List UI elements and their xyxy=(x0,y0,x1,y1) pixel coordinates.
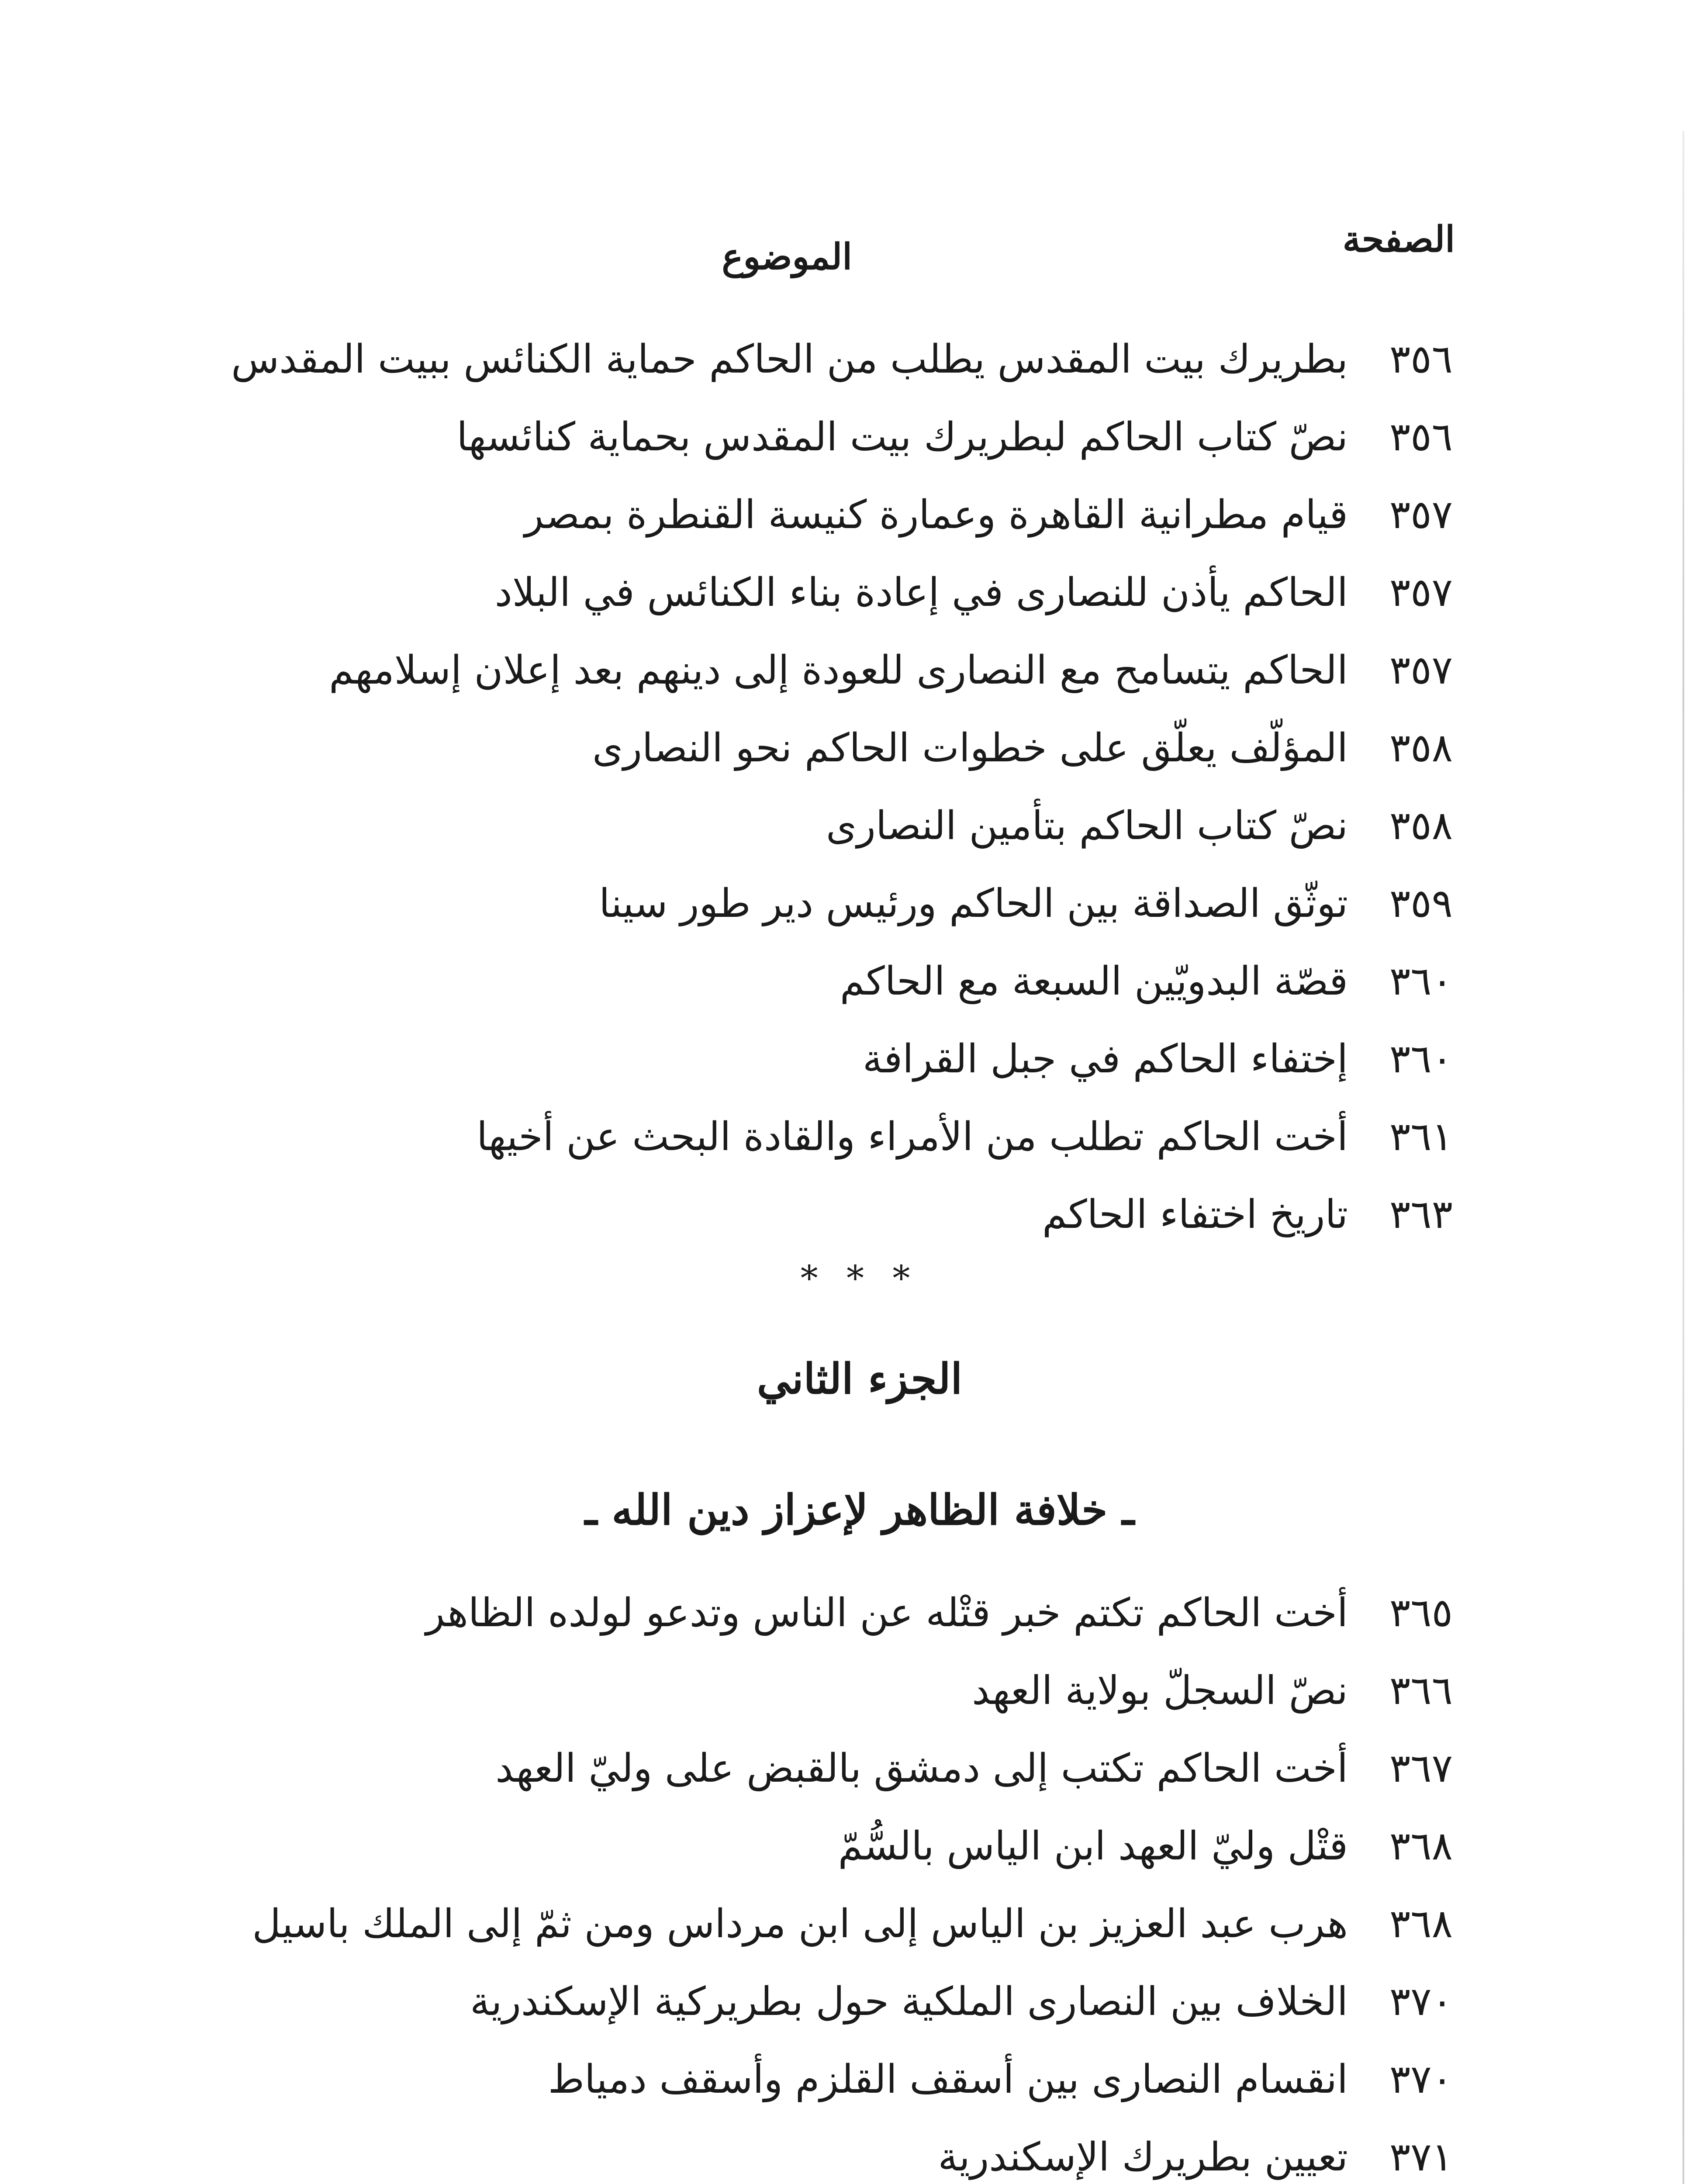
entry-title: الحاكم يتسامح مع النصارى للعودة إلى دينهم بعد إعلان إسلامهم xyxy=(329,647,1348,693)
toc-entry xyxy=(87,2056,1453,2134)
entry-title: الخلاف بين النصارى الملكية حول بطريركية الإسكندرية xyxy=(470,1979,1348,2025)
entry-title: إختفاء الحاكم في جبل القرافة xyxy=(862,1036,1348,1082)
entry-page-number: ٣٥٧ xyxy=(1389,647,1453,693)
toc-entry xyxy=(87,725,1453,803)
entry-title: قتْل وليّ العهد ابن الياس بالسُّمّ xyxy=(838,1823,1348,1869)
entry-page-number: ٣٥٦ xyxy=(1389,336,1453,382)
entry-title: نصّ السجلّ بولاية العهد xyxy=(972,1668,1348,1714)
entry-page-number: ٣٧٠ xyxy=(1389,1979,1453,2025)
entry-page-number: ٣٦٥ xyxy=(1389,1590,1453,1636)
entry-page-number: ٣٥٧ xyxy=(1389,570,1453,615)
toc-entry xyxy=(87,1745,1453,1823)
entry-page-number: ٣٥٧ xyxy=(1389,492,1453,538)
toc-entry xyxy=(87,647,1453,725)
section-separator: * * * xyxy=(800,1258,919,1299)
scan-right-edge xyxy=(1683,131,1684,2184)
entry-page-number: ٣٥٨ xyxy=(1389,803,1453,849)
entry-title: تاريخ اختفاء الحاكم xyxy=(1042,1192,1348,1237)
entry-title: توثّق الصداقة بين الحاكم ورئيس دير طور سينا xyxy=(599,881,1348,926)
entry-title: نصّ كتاب الحاكم بتأمين النصارى xyxy=(826,803,1348,849)
toc-entry xyxy=(87,2134,1453,2184)
entry-page-number: ٣٥٨ xyxy=(1389,725,1453,771)
entry-title: انقسام النصارى بين أسقف القلزم وأسقف دمياط xyxy=(548,2056,1348,2102)
entry-page-number: ٣٦٨ xyxy=(1389,1901,1453,1947)
entry-page-number: ٣٦٠ xyxy=(1389,1036,1453,1082)
entry-page-number: ٣٦٣ xyxy=(1389,1192,1453,1237)
entry-page-number: ٣٥٦ xyxy=(1389,414,1453,460)
entry-title: أخت الحاكم تكتب إلى دمشق بالقبض على وليّ العهد xyxy=(495,1745,1348,1791)
entry-title: الحاكم يأذن للنصارى في إعادة بناء الكنائس في البلاد xyxy=(494,570,1348,615)
toc-entry xyxy=(87,492,1453,570)
toc-entry xyxy=(87,1668,1453,1745)
entry-title: أخت الحاكم تطلب من الأمراء والقادة البحث عن أخيها xyxy=(477,1114,1348,1160)
entry-title: هرب عبد العزيز بن الياس إلى ابن مرداس ومن ثمّ إلى الملك باسيل xyxy=(252,1901,1348,1947)
entry-title: بطريرك بيت المقدس يطلب من الحاكم حماية الكنائس ببيت المقدس xyxy=(231,336,1348,382)
toc-entry xyxy=(87,958,1453,1036)
entry-title: المؤلّف يعلّق على خطوات الحاكم نحو النصارى xyxy=(592,725,1348,771)
page-column-header: الصفحة xyxy=(1342,218,1455,260)
entry-page-number: ٣٥٩ xyxy=(1389,881,1453,926)
entry-page-number: ٣٦٨ xyxy=(1389,1823,1453,1869)
entry-page-number: ٣٦١ xyxy=(1389,1114,1453,1160)
entry-title: أخت الحاكم تكتم خبر قتْله عن الناس وتدعو لولده الظاهر xyxy=(425,1590,1348,1636)
entry-page-number: ٣٧١ xyxy=(1389,2134,1453,2180)
toc-entry xyxy=(87,1114,1453,1192)
toc-entry xyxy=(87,1901,1453,1979)
toc-entry xyxy=(87,1979,1453,2056)
entry-page-number: ٣٧٠ xyxy=(1389,2056,1453,2102)
toc-entry xyxy=(87,1590,1453,1668)
toc-entry xyxy=(87,336,1453,414)
topic-column-header: الموضوع xyxy=(722,236,852,278)
caliphate-title: ـ خلافة الظاهر لإعزاز دين الله ـ xyxy=(584,1485,1135,1534)
entry-title: قصّة البدويّين السبعة مع الحاكم xyxy=(840,958,1348,1004)
toc-entry xyxy=(87,570,1453,647)
entry-page-number: ٣٦٠ xyxy=(1389,958,1453,1004)
entry-title: قيام مطرانية القاهرة وعمارة كنيسة القنطرة بمصر xyxy=(524,492,1348,538)
entry-title: تعيين بطريرك الإسكندرية xyxy=(938,2134,1348,2180)
toc-entry xyxy=(87,1036,1453,1114)
toc-entry xyxy=(87,1823,1453,1901)
toc-entry xyxy=(87,414,1453,492)
entry-page-number: ٣٦٦ xyxy=(1389,1668,1453,1714)
part-title: الجزء الثاني xyxy=(757,1354,963,1403)
toc-entries-part1 xyxy=(87,336,1453,1269)
toc-entry xyxy=(87,881,1453,958)
entry-title: نصّ كتاب الحاكم لبطريرك بيت المقدس بحماية كنائسها xyxy=(456,414,1348,460)
entry-page-number: ٣٦٧ xyxy=(1389,1745,1453,1791)
toc-entry xyxy=(87,803,1453,881)
toc-entries-part2 xyxy=(87,1590,1453,2184)
